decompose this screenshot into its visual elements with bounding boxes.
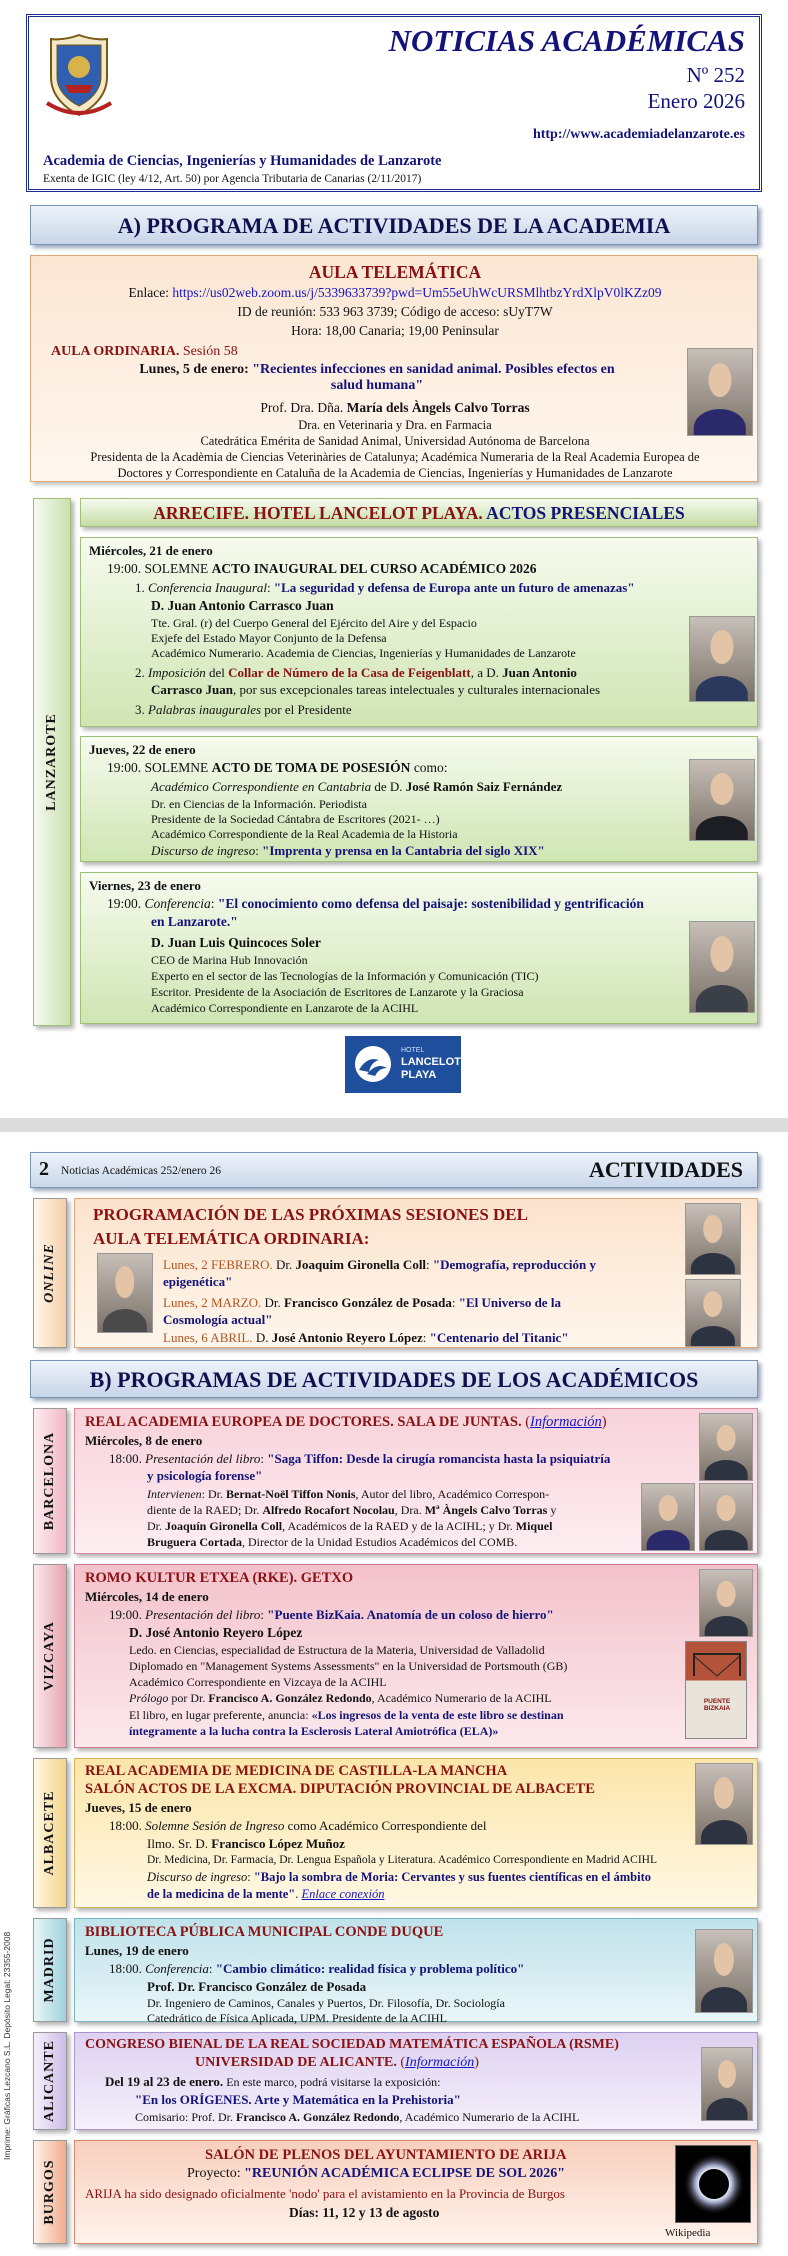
lecturer-name: D. Juan Antonio Carrasco Juan xyxy=(151,598,334,613)
lecture-title: "El conocimiento como defensa del paisaje: sostenibilidad y gentrificación xyxy=(217,896,644,911)
event-date: Viernes, 23 de enero xyxy=(89,878,201,893)
lecture-title: "Cambio climático: realidad física y problema político" xyxy=(215,1961,525,1976)
lecturer-expertise: Experto en el sector de las Tecnologías de la Información y Comunicación (TIC) xyxy=(151,969,539,983)
event-title-line: 19:00. SOLEMNE ACTO INAUGURAL DEL CURSO ACADÉMICO 2026 xyxy=(107,561,537,576)
burgos-header: SALÓN DE PLENOS DEL AYUNTAMIENTO DE ARIJA xyxy=(205,2147,567,2163)
lecturer-name: Prof. Dr. Francisco González de Posada xyxy=(147,1979,367,1994)
aula-ordinaria-line xyxy=(51,344,238,360)
madrid-box xyxy=(74,1918,758,2025)
zoom-link-line xyxy=(31,285,759,301)
connection-link[interactable]: Enlace conexión xyxy=(301,1887,385,1901)
event-conferencia-paisaje xyxy=(80,872,758,1024)
page-2-header xyxy=(30,1152,758,1188)
project-title: "REUNIÓN ACADÉMICA ECLIPSE DE SOL 2026" xyxy=(244,2166,566,2181)
session-3: Lunes, 6 ABRIL. D. José Antonio Reyero López: "Centenario del Titanic" xyxy=(163,1330,569,1345)
burgos-box xyxy=(74,2140,758,2244)
vizcaya-side-label: VIZCAYA xyxy=(33,1564,67,1748)
lecturer-ceo: CEO de Marina Hub Innovación xyxy=(151,953,308,967)
event-date: Miércoles, 8 de enero xyxy=(85,1433,203,1448)
hotel-wave-icon xyxy=(353,1044,393,1084)
event-toma-posesion xyxy=(80,736,758,862)
image-credit: Wikipedia xyxy=(665,2227,711,2239)
prologue-line: Prólogo por Dr. Francisco A. González Redondo, Académico Numerario de la ACIHL xyxy=(129,1691,552,1705)
item-2-cont: Carrasco Juan, por sus excepcionales tareas intelectuales y culturales internacionales xyxy=(151,682,601,697)
masthead xyxy=(26,14,762,192)
speaker-photo-quincoces xyxy=(689,921,755,1013)
barcelona-side-label: BARCELONA xyxy=(33,1408,67,1554)
lecturer-rank: Tte. Gral. (r) del Cuerpo General del Ejército del Aire y del Espacio xyxy=(151,616,477,630)
alicante-header: CONGRESO BIENAL DE LA REAL SOCIEDAD MATEMÁTICA ESPAÑOLA (RSME) xyxy=(85,2037,619,2052)
page-1 xyxy=(0,0,788,1118)
speech-line-cont: de la medicina de la mente". Enlace conexión xyxy=(147,1887,385,1901)
zoom-link-label: Enlace: xyxy=(128,285,173,300)
exhibition-title: "En los ORÍGENES. Arte y Matemática en la Prehistoria" xyxy=(135,2092,461,2107)
photo-lopez-munoz xyxy=(695,1763,753,1845)
speaker-degree: Dra. en Veterinaria y Dra. en Farmacia xyxy=(298,418,492,432)
event-title-line: 19:00. SOLEMNE ACTO DE TOMA DE POSESIÓN como: xyxy=(107,760,448,775)
new-member-line: Ilmo. Sr. D. Francisco López Muñoz xyxy=(147,1836,345,1851)
alicante-header-2: UNIVERSIDAD DE ALICANTE. (Información) xyxy=(195,2055,479,2070)
lanzarote-side-label: LANZAROTE xyxy=(33,498,71,1026)
item-2: 2. Imposición del Collar de Número de la Casa de Feigenblatt, a D. Juan Antonio xyxy=(135,665,577,680)
speaker-line xyxy=(31,400,759,416)
photo-gironella xyxy=(685,1203,741,1275)
academy-name: Academia de Ciencias, Ingenierías y Humanidades de Lanzarote xyxy=(43,153,442,169)
speakers-line-4: Bruguera Cortada, Director de la Unidad Estudios Académicos del COMB. xyxy=(147,1535,518,1549)
issue-number: Nº 252 xyxy=(686,63,745,87)
albacete-header: REAL ACADEMIA DE MEDICINA DE CASTILLA-LA MANCHA xyxy=(85,1763,508,1779)
session-number: Sesión 58 xyxy=(179,344,238,359)
burgos-side-label: BURGOS xyxy=(33,2140,67,2244)
member-degree: Dr. en Ciencias de la Información. Periodista xyxy=(151,797,367,811)
book-line: 19:00. Presentación del libro: "Puente BizKaia. Anatomía de un coloso de hierro" xyxy=(109,1607,554,1622)
session-2-cont: Cosmología actual" xyxy=(163,1312,273,1327)
issue-date: Enero 2026 xyxy=(647,89,745,113)
bulletin-title: NOTICIAS ACADÉMICAS xyxy=(388,23,745,58)
node-note: ARIJA ha sido designado oficialmente 'nodo' para el avistamiento en la Provincia de Burgos xyxy=(85,2186,565,2201)
info-link[interactable]: Información xyxy=(530,1414,602,1430)
author-diploma: Diplomado en "Management Systems Assessments" en la Universidad de Portsmouth (GB) xyxy=(129,1659,568,1673)
alicante-box xyxy=(74,2032,758,2130)
book-title: "Saga Tiffon: Desde la cirugía romancista hasta la psiquiatría xyxy=(267,1451,611,1466)
lecture-title-cont: en Lanzarote." xyxy=(151,914,238,929)
photo-calvo xyxy=(641,1483,695,1551)
lecturer-name: D. Juan Luis Quincoces Soler xyxy=(151,935,321,950)
hotel-logo-small: HOTEL xyxy=(401,1047,425,1054)
photo-tiffon xyxy=(699,1413,753,1481)
talk-title-cont: salud humana" xyxy=(330,378,424,393)
event-inaugural xyxy=(80,537,758,727)
eclipse-icon xyxy=(682,2152,746,2216)
lecturer-degrees: Dr. Ingeniero de Caminos, Canales y Puertos, Dr. Filosofía, Dr. Sociología xyxy=(147,1996,505,2010)
photo-gonzalez-posada xyxy=(695,1929,753,2013)
talk-line xyxy=(97,362,657,394)
printer-note: Imprime: Gráficas Lezcano S.L. Depósito Legal: 23355-2008 xyxy=(2,1931,12,2160)
talk-date: Lunes, 5 de enero: xyxy=(139,362,253,377)
collar-name: Collar de Número de la Casa de Feigenblatt xyxy=(228,665,471,680)
event-title-line: 19:00. Conferencia: "El conocimiento como defensa del paisaje: sostenibilidad y gentrificación xyxy=(107,896,644,911)
online-title: PROGRAMACIÓN DE LAS PRÓXIMAS SESIONES DEL xyxy=(93,1205,528,1224)
event-title: ACTO INAUGURAL DEL CURSO ACADÉMICO 2026 xyxy=(211,561,537,576)
academy-crest-icon xyxy=(43,31,115,119)
speech-title: "Imprenta y prensa en la Cantabria del siglo XIX" xyxy=(262,843,545,858)
book-cover xyxy=(685,1641,747,1739)
new-member-name: Francisco López Muñoz xyxy=(211,1836,345,1851)
aula-telematica-box xyxy=(30,255,758,482)
talk-title: "Recientes infecciones en sanidad animal. Posibles efectos en xyxy=(252,362,615,377)
lecture-title: "La seguridad y defensa de Europa ante un futuro de amenazas" xyxy=(273,580,635,595)
albacete-side-label: ALBACETE xyxy=(33,1758,67,1908)
speaker-photo-calvo xyxy=(687,348,753,436)
hotel-logo-line1: LANCELOT xyxy=(401,1056,461,1068)
speech-line: Discurso de ingreso: "Bajo la sombra de Moria: Cervantes y sus fuentes científicas en el ámbito xyxy=(147,1870,652,1884)
charity-line: El libro, en lugar preferente, anuncia: «Los ingresos de la venta de este libro se destinan xyxy=(129,1708,564,1722)
lecturer-membership: Académico Correspondiente en Lanzarote de la ACIHL xyxy=(151,1001,419,1015)
curator-line: Comisario: Prof. Dr. Francisco A. González Redondo, Académico Numerario de la ACIHL xyxy=(135,2110,580,2124)
albacete-box xyxy=(74,1758,758,1908)
page-2 xyxy=(0,1132,788,2256)
lecturer-writer: Escritor. Presidente de la Asociación de Escritores de Lanzarote y la Graciosa xyxy=(151,985,524,999)
online-box xyxy=(74,1198,758,1348)
aula-title: AULA TELEMÁTICA xyxy=(308,262,482,282)
lecturer-former-post: Exjefe del Estado Mayor Conjunto de la Defensa xyxy=(151,631,387,645)
event-date: Miércoles, 14 de enero xyxy=(85,1589,209,1604)
photo-gonzalez-redondo xyxy=(701,2047,753,2121)
item-1: 1. Conferencia Inaugural: "La seguridad y defensa de Europa ante un futuro de amenazas" xyxy=(135,580,635,595)
book-title-cont: y psicología forense" xyxy=(147,1468,263,1483)
photo-bruguera xyxy=(699,1483,753,1551)
item-3: 3. Palabras inaugurales por el Presidente xyxy=(135,702,352,717)
book-line: 18:00. Presentación del libro: "Saga Tiffon: Desde la cirugía romancista hasta la psiquiatría xyxy=(109,1451,611,1466)
photo-gonzalez-posada xyxy=(97,1253,153,1333)
ingreso-line: 18:00. Solemne Sesión de Ingreso como Académico Correspondiente del xyxy=(109,1818,487,1833)
alicante-side-label: ALICANTE xyxy=(33,2032,67,2130)
act-type: ACTOS PRESENCIALES xyxy=(482,503,685,523)
event-date: Miércoles, 21 de enero xyxy=(89,543,213,558)
speaker-name: María dels Àngels Calvo Torras xyxy=(346,400,530,415)
speaker-presidency: Presidenta de la Acadèmia de Ciencias Veterinàries de Catalunya; Académica Numeraria de la Real Academia Europea de xyxy=(90,450,700,464)
speaker-academies: Doctores y Correspondiente en Cataluña de la Academia de Ciencias, Ingenierías y Humanidades de Lanzarote xyxy=(117,466,673,480)
session-1-cont: epigenética" xyxy=(163,1274,233,1289)
madrid-side-label: MADRID xyxy=(33,1918,67,2022)
speakers-line-3: Dr. Joaquín Gironella Coll, Académicos de la RAED y de la ACIHL; y Dr. Miquel xyxy=(147,1519,553,1533)
session-1: Lunes, 2 FEBRERO. Dr. Joaquim Gironella Coll: "Demografía, reproducción y xyxy=(163,1257,596,1272)
author-name: D. José Antonio Reyero López xyxy=(129,1625,303,1640)
event-title: ACTO DE TOMA DE POSESIÓN xyxy=(211,760,411,775)
event-date: Lunes, 19 de enero xyxy=(85,1943,189,1958)
hotel-logo-line2: PLAYA xyxy=(401,1069,437,1081)
book-cover-title: PUENTE BIZKAIA xyxy=(703,1698,731,1712)
speaker-prefix: Prof. Dra. Dña. xyxy=(260,400,347,415)
venue: ARRECIFE. HOTEL LANCELOT PLAYA. xyxy=(153,503,483,523)
session-hour: Hora: 18,00 Canaria; 19,00 Peninsular xyxy=(291,323,499,338)
speaker-position: Catedrática Emérita de Sanidad Animal, Universidad Autónoma de Barcelona xyxy=(200,434,590,448)
section-a-banner: A) PROGRAMA DE ACTIVIDADES DE LA ACADEMIA xyxy=(30,205,758,245)
online-side-label: ONLINE xyxy=(33,1198,67,1348)
speaker-photo-saiz xyxy=(689,759,755,841)
lecture-line: 18:00. Conferencia: "Cambio climático: realidad física y problema político" xyxy=(109,1961,525,1976)
author-membership: Académico Correspondiente en Vizcaya de la ACIHL xyxy=(129,1675,387,1689)
tax-exemption-note: Exenta de IGIC (ley 4/12, Art. 50) por Agencia Tributaria de Canarias (2/11/2017) xyxy=(43,173,422,185)
eclipse-image xyxy=(675,2145,751,2223)
meeting-id: ID de reunión: 533 963 3739; Código de acceso: sUyT7W xyxy=(237,304,553,319)
madrid-header: BIBLIOTECA PÚBLICA MUNICIPAL CONDE DUQUE xyxy=(85,1924,444,1940)
lecturer-membership: Académico Numerario. Academia de Ciencias, Ingenierías y Humanidades de Lanzarote xyxy=(151,646,576,660)
exhibition-intro: Del 19 al 23 de enero. En este marco, podrá visitarse la exposición: xyxy=(105,2074,441,2089)
charity-line-cont: íntegramente a la lucha contra la Esclerosis Lateral Amiotrófica (ELA)» xyxy=(129,1724,499,1738)
aula-ordinaria-label: AULA ORDINARIA. xyxy=(51,344,180,359)
event-date: Jueves, 15 de enero xyxy=(85,1800,192,1815)
page-number: 2 xyxy=(39,1158,49,1180)
info-link[interactable]: Información xyxy=(405,2055,475,2070)
barcelona-header: REAL ACADEMIA EUROPEA DE DOCTORES. SALA DE JUNTAS. (Información) xyxy=(85,1414,607,1430)
vizcaya-box xyxy=(74,1564,758,1748)
speakers-line-2: diente de la RAED; Dr. Alfredo Rocafort Nocolau, Dra. Mª Àngels Calvo Torras y xyxy=(147,1503,557,1517)
project-line: Proyecto: "REUNIÓN ACADÉMICA ECLIPSE DE SOL 2026" xyxy=(187,2166,566,2181)
photo-reyero xyxy=(685,1279,741,1347)
zoom-link[interactable]: https://us02web.zoom.us/j/5339633739?pwd=Um55eUhWcURSMlhtbzYrdXlpV0lKZz09 xyxy=(172,285,662,300)
hotel-lancelot-logo xyxy=(345,1036,461,1093)
lanzarote-header xyxy=(80,498,758,527)
member-membership: Académico Correspondiente de la Real Academia de la Historia xyxy=(151,827,458,841)
new-member-name: José Ramón Saiz Fernández xyxy=(405,779,563,794)
book-title: "Puente BizKaia. Anatomía de un coloso de hierro" xyxy=(267,1607,554,1622)
speaker-photo-carrasco xyxy=(689,616,755,702)
event-days: Días: 11, 12 y 13 de agosto xyxy=(289,2205,440,2220)
lecturer-position: Catedrático de Física Aplicada, UPM. Presidente de la ACIHL xyxy=(147,2011,447,2025)
photo-reyero xyxy=(699,1569,753,1637)
member-presidency: Presidente de la Sociedad Cántabra de Escritores (2021- …) xyxy=(151,812,440,826)
online-title-cont: AULA TELEMÁTICA ORDINARIA: xyxy=(93,1229,370,1248)
author-degree: Ledo. en Ciencias, especialidad de Estructura de la Materia, Universidad de Valladolid xyxy=(129,1643,545,1657)
speakers-line-1: Intervienen: Dr. Bernat-Noël Tiffon Nonis, Autor del libro, Académico Correspon- xyxy=(147,1487,550,1501)
website-link[interactable]: http://www.academiadelanzarote.es xyxy=(532,127,745,142)
page-title: ACTIVIDADES xyxy=(588,1157,743,1182)
albacete-header-2: SALÓN ACTOS DE LA EXCMA. DIPUTACIÓN PROVINCIAL DE ALBACETE xyxy=(85,1781,595,1797)
bulletin-ref: Noticias Académicas 252/enero 26 xyxy=(61,1165,221,1177)
member-degrees: Dr. Medicina, Dr. Farmacia, Dr. Lengua Española y Literatura. Académico Correspondiente en Madrid ACIHL xyxy=(147,1854,657,1866)
barcelona-box xyxy=(74,1408,758,1554)
event-date: Jueves, 22 de enero xyxy=(89,742,196,757)
session-2: Lunes, 2 MARZO. Dr. Francisco González de Posada: "El Universo de la xyxy=(163,1295,561,1310)
bridge-icon xyxy=(692,1650,742,1678)
vizcaya-header: ROMO KULTUR ETXEA (RKE). GETXO xyxy=(85,1570,354,1586)
new-member-line: Académico Correspondiente en Cantabria de D. José Ramón Saiz Fernández xyxy=(151,779,563,794)
section-b-banner: B) PROGRAMAS DE ACTIVIDADES DE LOS ACADÉMICOS xyxy=(30,1360,758,1398)
speech-line: Discurso de ingreso: "Imprenta y prensa en la Cantabria del siglo XIX" xyxy=(151,843,545,858)
